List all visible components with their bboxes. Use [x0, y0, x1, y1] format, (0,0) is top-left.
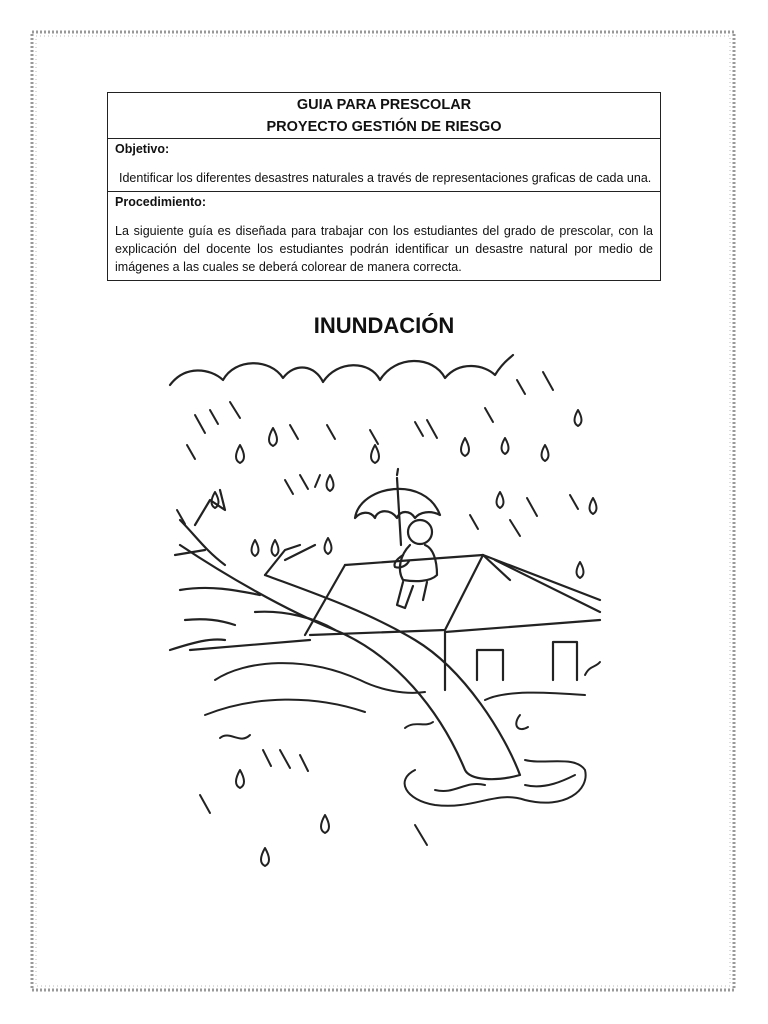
cloud-icon — [170, 355, 513, 385]
objective-label: Objetivo: — [115, 142, 170, 156]
umbrella-icon — [355, 469, 440, 545]
procedure-text: La siguiente guía es diseñada para trabajar con los estudiantes del grado de prescolar, con la explicación del docente los estudiantes podrán identificar un desastre natural por medio de imágenes a las cuales se deberá colorear de manera correcta. — [115, 224, 653, 274]
project-title: PROYECTO GESTIÓN DE RIESGO — [266, 119, 502, 135]
procedure-label: Procedimiento: — [115, 195, 206, 209]
illustration-title: INUNDACIÓN — [313, 313, 455, 338]
objective-text: Identificar los diferentes desastres naturales a través de representaciones graficas de cada una. — [119, 171, 652, 185]
flood-coloring-illustration — [165, 350, 605, 880]
rain-drops — [212, 410, 597, 866]
objective-row — [108, 139, 660, 192]
guide-table — [107, 92, 661, 281]
guide-header — [108, 93, 660, 139]
guide-title: GUIA PARA PRESCOLAR — [296, 97, 472, 113]
procedure-row — [108, 192, 660, 280]
flood-water — [205, 662, 600, 806]
